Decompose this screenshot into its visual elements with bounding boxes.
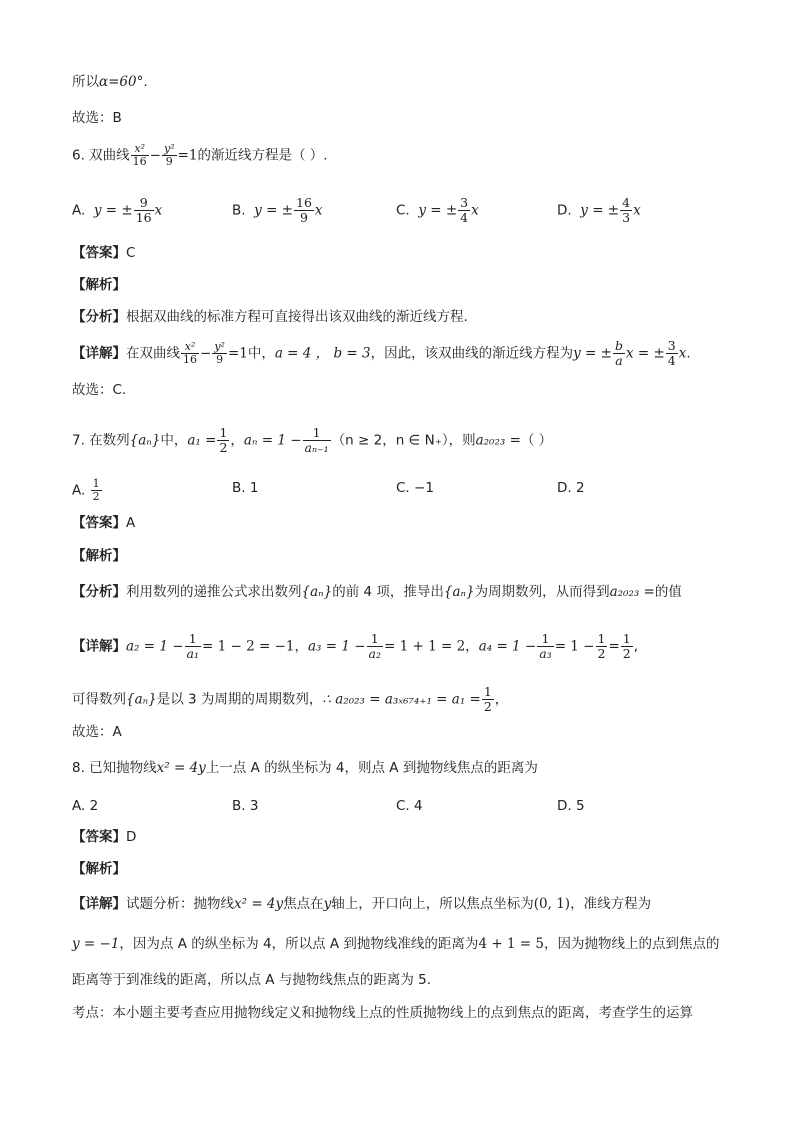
math-alpha: α=60°	[99, 74, 144, 90]
fraction: $\frac{\text{x²}}{16}$	[132, 142, 147, 168]
q8-kaodian: 考点：本小题主要考查应用抛物线定义和抛物线上点的性质抛物线上的点到焦点的距离，考查学生的运算	[72, 1005, 693, 1021]
q6-option-d: D. y = ± $\frac{4}{3}$ x	[557, 195, 641, 225]
answer-line: 故选：B	[72, 110, 122, 126]
q8-answer: 【答案】D	[72, 829, 137, 845]
q7-period: 可得数列{aₙ}是以 3 为周期的周期数列，∴ a₂₀₂₃ = a₃ₓ₆₇₄₊₁ = a₁ = $\frac{1}{2}$ ，	[72, 684, 509, 714]
q7-detail: 【详解】a₂ = 1 − $\frac{1}{\text{a₁}}$ = 1 − 2 = −1，a₃ = 1 − $\frac{1}{\text{a₂}}$ = 1 + 1 = 2，a₄ = 1 − $\frac{1}{\text{a₃}}$ = 1 − $\frac{1}{2}$ = $\frac{1}{2}$ ,	[72, 631, 639, 661]
q7-end: 故选：A	[72, 724, 122, 740]
q6-option-b: B. y = ± $\frac{16}{9}$ x	[232, 195, 323, 225]
fraction: $\frac{4}{3}$	[622, 195, 631, 225]
q8-option-d: D. 5	[557, 798, 585, 814]
fraction: $\frac{1}{\text{a₂}}$	[368, 631, 382, 661]
q7-option-c: C. −1	[396, 480, 434, 496]
fraction: $\frac{1}{\text{a₃}}$	[539, 631, 552, 661]
q8-option-c: C. 4	[396, 798, 423, 814]
q7-jiexi: 【解析】	[72, 548, 126, 564]
text: 的渐近线方程是（ ）.	[197, 147, 328, 164]
question-6: 6. 双曲线 $\frac{\text{x²}}{16}$ − $\frac{\text{y²}}{9}$ =1的渐近线方程是（ ）.	[72, 142, 328, 168]
question-7: 7. 在数列{aₙ}中，a₁ = $\frac{1}{2}$ ，aₙ = 1 − $\frac{1}{\text{aₙ₋₁}}$ （n ≥ 2，n ∈ N₊），则a₂₀₂₃ =（ ）	[72, 425, 553, 455]
fraction: $\frac{1}{\text{a₁}}$	[186, 631, 200, 661]
fraction: $\frac{1}{2}$	[483, 684, 492, 714]
fraction: $\frac{\text{y²}}{9}$	[214, 340, 225, 366]
q8-jiexi: 【解析】	[72, 861, 126, 877]
q6-end: 故选：C.	[72, 382, 127, 398]
fraction: $\frac{1}{2}$	[92, 477, 100, 503]
q7-option-a: A. $\frac{1}{2}$	[72, 477, 100, 503]
text: 6. 双曲线	[72, 147, 130, 164]
fraction: $\frac{1}{2}$	[622, 631, 631, 661]
fraction: $\frac{b}{a}$	[614, 338, 623, 368]
q7-option-d: D. 2	[557, 480, 585, 496]
fraction: $\frac{3}{4}$	[460, 195, 469, 225]
q8-option-b: B. 3	[232, 798, 259, 814]
q6-answer: 【答案】C	[72, 245, 136, 261]
q8-option-a: A. 2	[72, 798, 99, 814]
line-alpha	[72, 72, 148, 92]
fraction: $\frac{\text{x²}}{16}$	[183, 340, 197, 366]
q6-detail: 【详解】在双曲线 $\frac{\text{x²}}{16}$ − $\frac{\text{y²}}{9}$ =1中，a = 4 ， b = 3，因此，该双曲线的渐近线方程为y = ± $\frac{b}{a}$ x = ± $\frac{3}{4}$ x.	[72, 338, 691, 368]
q6-analysis: 【分析】根据双曲线的标准方程可直接得出该双曲线的渐近线方程.	[72, 309, 468, 325]
q8-detail-2: y = −1，因为点 A 的纵坐标为 4，所以点 A 到抛物线准线的距离为4 + 1 = 5，因为抛物线上的点到焦点的	[72, 936, 720, 952]
fraction: $\frac{\text{y²}}{9}$	[163, 142, 175, 168]
q6-option-a: A. y = ± $\frac{9}{16}$ x	[72, 195, 163, 225]
q8-detail-3: 距离等于到准线的距离，所以点 A 与抛物线焦点的距离为 5.	[72, 972, 431, 988]
q7-answer: 【答案】A	[72, 515, 136, 531]
fraction: $\frac{1}{\text{aₙ₋₁}}$	[304, 425, 329, 455]
text: 所以	[72, 74, 99, 90]
q6-option-c: C. y = ± $\frac{3}{4}$ x	[396, 195, 479, 225]
q8-detail-1: 【详解】试题分析：抛物线x² = 4y焦点在y轴上，开口向上，所以焦点坐标为(0, 1)，准线方程为	[72, 896, 652, 912]
fraction: $\frac{9}{16}$	[135, 195, 152, 225]
q7-option-b: B. 1	[232, 480, 259, 496]
text: .	[143, 74, 148, 90]
fraction: $\frac{16}{9}$	[296, 195, 312, 225]
fraction: $\frac{1}{2}$	[219, 425, 228, 455]
fraction: $\frac{3}{4}$	[667, 338, 676, 368]
q6-jiexi: 【解析】	[72, 277, 126, 293]
fraction: $\frac{1}{2}$	[597, 631, 606, 661]
q7-analysis: 【分析】利用数列的递推公式求出数列{aₙ}的前 4 项，推导出{aₙ}为周期数列，从而得到a₂₀₂₃ =的值	[72, 584, 682, 600]
question-8: 8. 已知抛物线x² = 4y上一点 A 的纵坐标为 4，则点 A 到抛物线焦点的距离为	[72, 760, 538, 776]
